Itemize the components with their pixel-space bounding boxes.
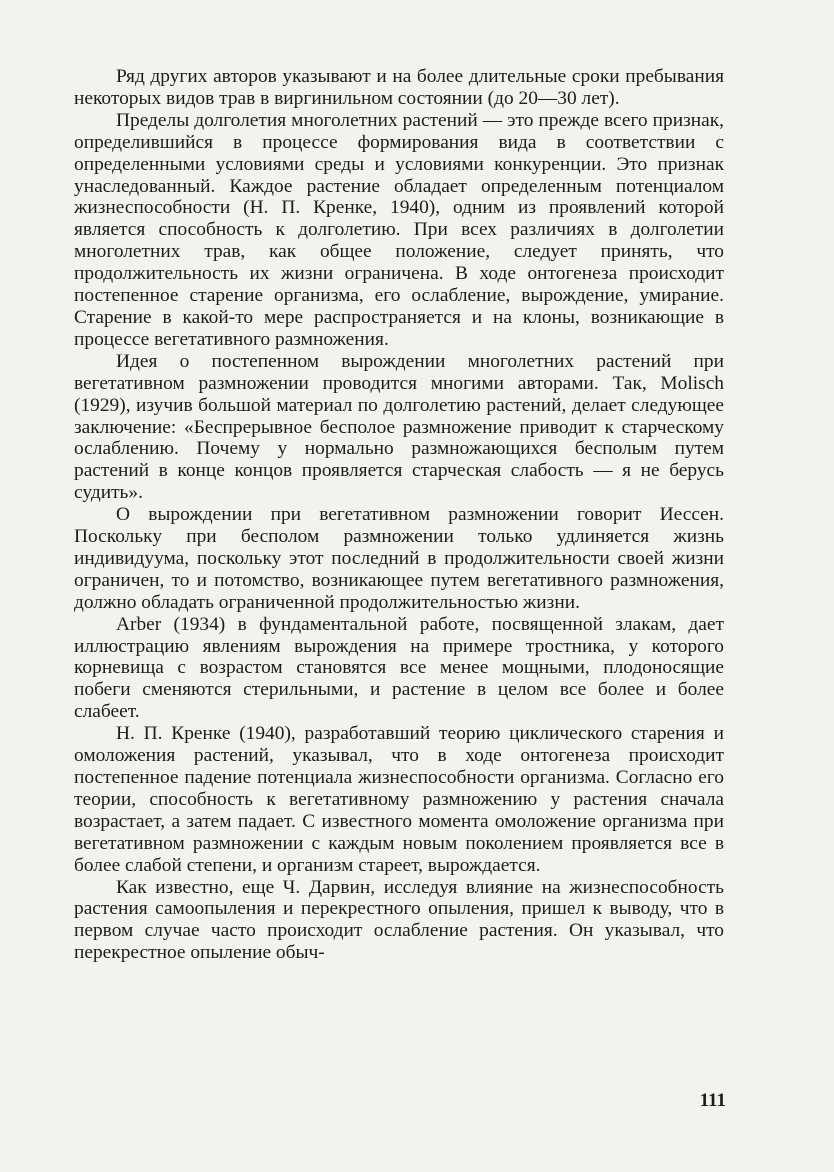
paragraph-krenke: Н. П. Кренке (1940), разработавший теорию циклического старения и омоложения растений, указывал, что в ходе онтогенеза происходит постепенное падение потенциала жизнеспособности организма. Согласно его теории, способность к вегетативному размножению у растения сначала возрастает, а затем падает. С известного момента омоложение организма при вегетативном размножении с каждым новым поколением проявляется все в более слабой степени, и организм стареет, вырождается. — [74, 723, 724, 876]
page-number: 111 — [699, 1090, 726, 1111]
paragraph-arber: Arber (1934) в фундаментальной работе, посвященной злакам, дает иллюстрацию явлениям вырождения на примере тростника, у которого корневища с возрастом становятся все менее мощными, плодоносящие побеги сменяются стерильными, и растение в целом все более и более слабеет. — [74, 613, 724, 723]
page-text — [74, 66, 724, 964]
paragraph-degeneration-idea: Идея о постепенном вырождении многолетних растений при вегетативном размножении проводится многими авторами. Так, Molisch (1929), изучив большой материал по долголетию растений, делает следующее заключение: «Беспрерывное бесполое размножение приводит к старческому ослаблению. Почему у нормально размножающихся бесполым путем растений в конце концов проявляется старческая слабость — я не берусь судить». — [74, 350, 724, 504]
paragraph-virginile-period: Ряд других авторов указывают и на более длительные сроки пребывания некоторых видов трав в виргинильном состоянии (до 20—30 лет). — [74, 66, 724, 109]
paragraph-jessen: О вырождении при вегетативном размножении говорит Иессен. Поскольку при бесполом размножении только удлиняется жизнь индивидуума, поскольку этот последний в продолжительности своей жизни ограничен, то и потомство, возникающее путем вегетативного размножения, должно обладать ограниченной продолжительностью жизни. — [74, 504, 724, 613]
paragraph-darwin: Как известно, еще Ч. Дарвин, исследуя влияние на жизнеспособность растения самоопыления и перекрестного опыления, пришел к выводу, что в первом случае часто происходит ослабление растения. Он указывал, что перекрестное опыление обыч- — [74, 876, 724, 964]
paragraph-longevity-limits: Пределы долголетия многолетних растений — это прежде всего признак, определившийся в процессе формирования вида в соответствии с определенными условиями среды и условиями конкуренции. Это признак унаследованный. Каждое растение обладает определенным потенциалом жизнеспособности (Н. П. Кренке, 1940), одним из проявлений которой является способность к долголетию. При всех различиях в долголетии многолетних трав, как общее положение, следует принять, что продолжительность их жизни ограничена. В ходе онтогенеза происходит постепенное старение организма, его ослабление, вырождение, умирание. Старение в какой-то мере распространяется и на клоны, возникающие в процессе вегетативного размножения. — [74, 109, 724, 350]
